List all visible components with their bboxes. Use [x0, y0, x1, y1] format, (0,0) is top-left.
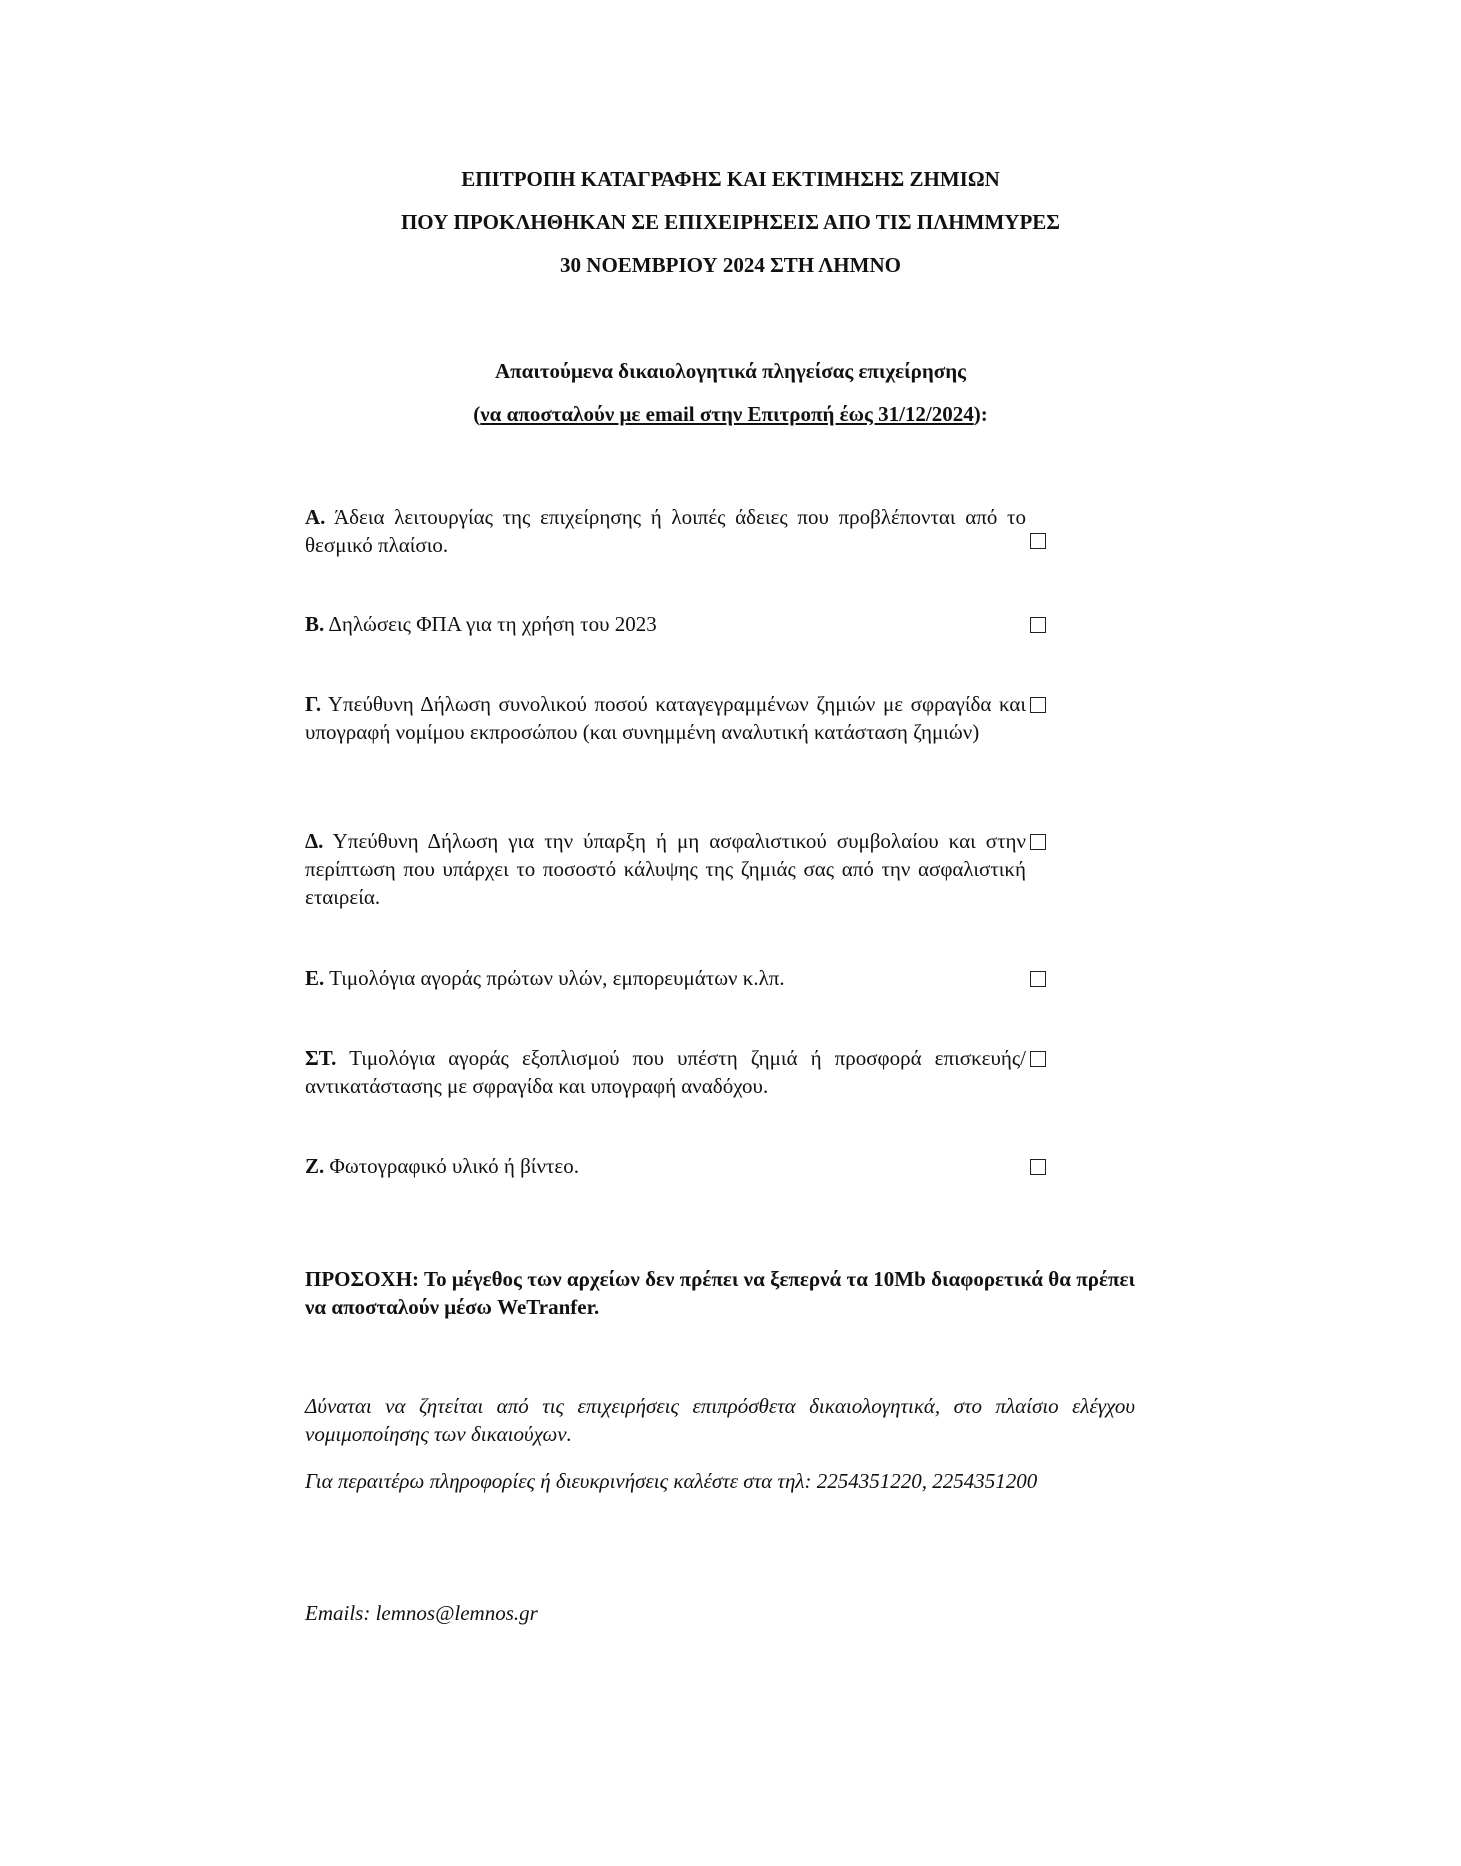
document-header	[0, 158, 1461, 287]
list-item-b	[305, 610, 1026, 638]
list-item-d	[305, 827, 1026, 911]
item-text: Υπεύθυνη Δήλωση συνολικού ποσού καταγεγραμμένων ζημιών με σφραγίδα και υπογραφή νομίμου εκπροσώπου (και συνημμένη αναλυτική κατάσταση ζημιών)	[305, 692, 1026, 744]
header-line-3: 30 ΝΟΕΜΒΡΙΟΥ 2024 ΣΤΗ ΛΗΜΝΟ	[560, 253, 901, 277]
subtitle-deadline: να αποσταλούν με email στην Επιτροπή έως 31/12/2024	[480, 402, 974, 426]
list-item-c	[305, 690, 1026, 746]
item-letter: ΣΤ.	[305, 1046, 337, 1070]
checkbox-item-st[interactable]	[1030, 1051, 1046, 1067]
subtitle-line-1: Απαιτούμενα δικαιολογητικά πληγείσας επιχείρησης	[494, 359, 967, 383]
checkbox-item-z[interactable]	[1030, 1159, 1046, 1175]
list-item-st	[305, 1044, 1026, 1100]
list-item-e	[305, 964, 1026, 992]
emails-label: Emails:	[305, 1601, 376, 1625]
item-letter: Β.	[305, 612, 325, 636]
item-text: Φωτογραφικό υλικό ή βίντεο.	[329, 1154, 579, 1178]
item-letter: Ε.	[305, 966, 325, 990]
list-item-a	[305, 503, 1026, 559]
header-line-2: ΠΟΥ ΠΡΟΚΛΗΘΗΚΑΝ ΣΕ ΕΠΙΧΕΙΡΗΣΕΙΣ ΑΠΟ ΤΙΣ ΠΛΗΜΜΥΡΕΣ	[400, 210, 1061, 234]
item-letter: Δ.	[305, 829, 324, 853]
item-text: Υπεύθυνη Δήλωση για την ύπαρξη ή μη ασφαλιστικού συμβολαίου και στην περίπτωση που υπάρχει το ποσοστό κάλυψης της ζημιάς σας από την ασφαλιστική εταιρεία.	[305, 829, 1026, 909]
item-text: Άδεια λειτουργίας της επιχείρησης ή λοιπές άδειες που προβλέπονται από το θεσμικό πλαίσιο.	[305, 505, 1026, 557]
item-letter: Γ.	[305, 692, 322, 716]
item-text: Τιμολόγια αγοράς εξοπλισμού που υπέστη ζημιά ή προσφορά επισκευής/αντικατάστασης με σφραγίδα και υπογραφή αναδόχου.	[305, 1046, 1026, 1098]
item-text: Δηλώσεις ΦΠΑ για τη χρήση του 2023	[328, 612, 657, 636]
contact-phones-note: Για περαιτέρω πληροφορίες ή διευκρινήσεις καλέστε στα τηλ: 2254351220, 2254351200	[305, 1469, 1038, 1493]
item-text: Τιμολόγια αγοράς πρώτων υλών, εμπορευμάτων κ.λπ.	[329, 966, 785, 990]
header-line-1: ΕΠΙΤΡΟΠΗ ΚΑΤΑΓΡΑΦΗΣ ΚΑΙ ΕΚΤΙΜΗΣΗΣ ΖΗΜΙΩΝ	[461, 167, 1000, 191]
checkbox-item-a[interactable]	[1030, 533, 1046, 549]
checkbox-item-b[interactable]	[1030, 617, 1046, 633]
emails-line	[305, 1599, 538, 1627]
checkbox-item-e[interactable]	[1030, 971, 1046, 987]
subtitle-line-2	[0, 393, 1461, 436]
subtitle-open-paren: (	[473, 402, 481, 426]
list-item-z	[305, 1152, 1026, 1180]
email-address[interactable]: lemnos@lemnos.gr	[375, 1601, 538, 1625]
subtitle-close: ):	[973, 402, 988, 426]
checkbox-item-c[interactable]	[1030, 697, 1046, 713]
file-size-warning: ΠΡΟΣΟΧΗ: Το μέγεθος των αρχείων δεν πρέπει να ξεπερνά τα 10Mb διαφορετικά θα πρέπει να αποσταλούν μέσω WeTranfer.	[305, 1267, 1135, 1319]
additional-documents-note: Δύναται να ζητείται από τις επιχειρήσεις επιπρόσθετα δικαιολογητικά, στο πλαίσιο ελέγχου νομιμοποίησης των δικαιούχων.	[305, 1394, 1135, 1446]
item-letter: Ζ.	[305, 1154, 325, 1178]
checkbox-item-d[interactable]	[1030, 834, 1046, 850]
required-documents-heading	[0, 350, 1461, 436]
item-letter: Α.	[305, 505, 326, 529]
